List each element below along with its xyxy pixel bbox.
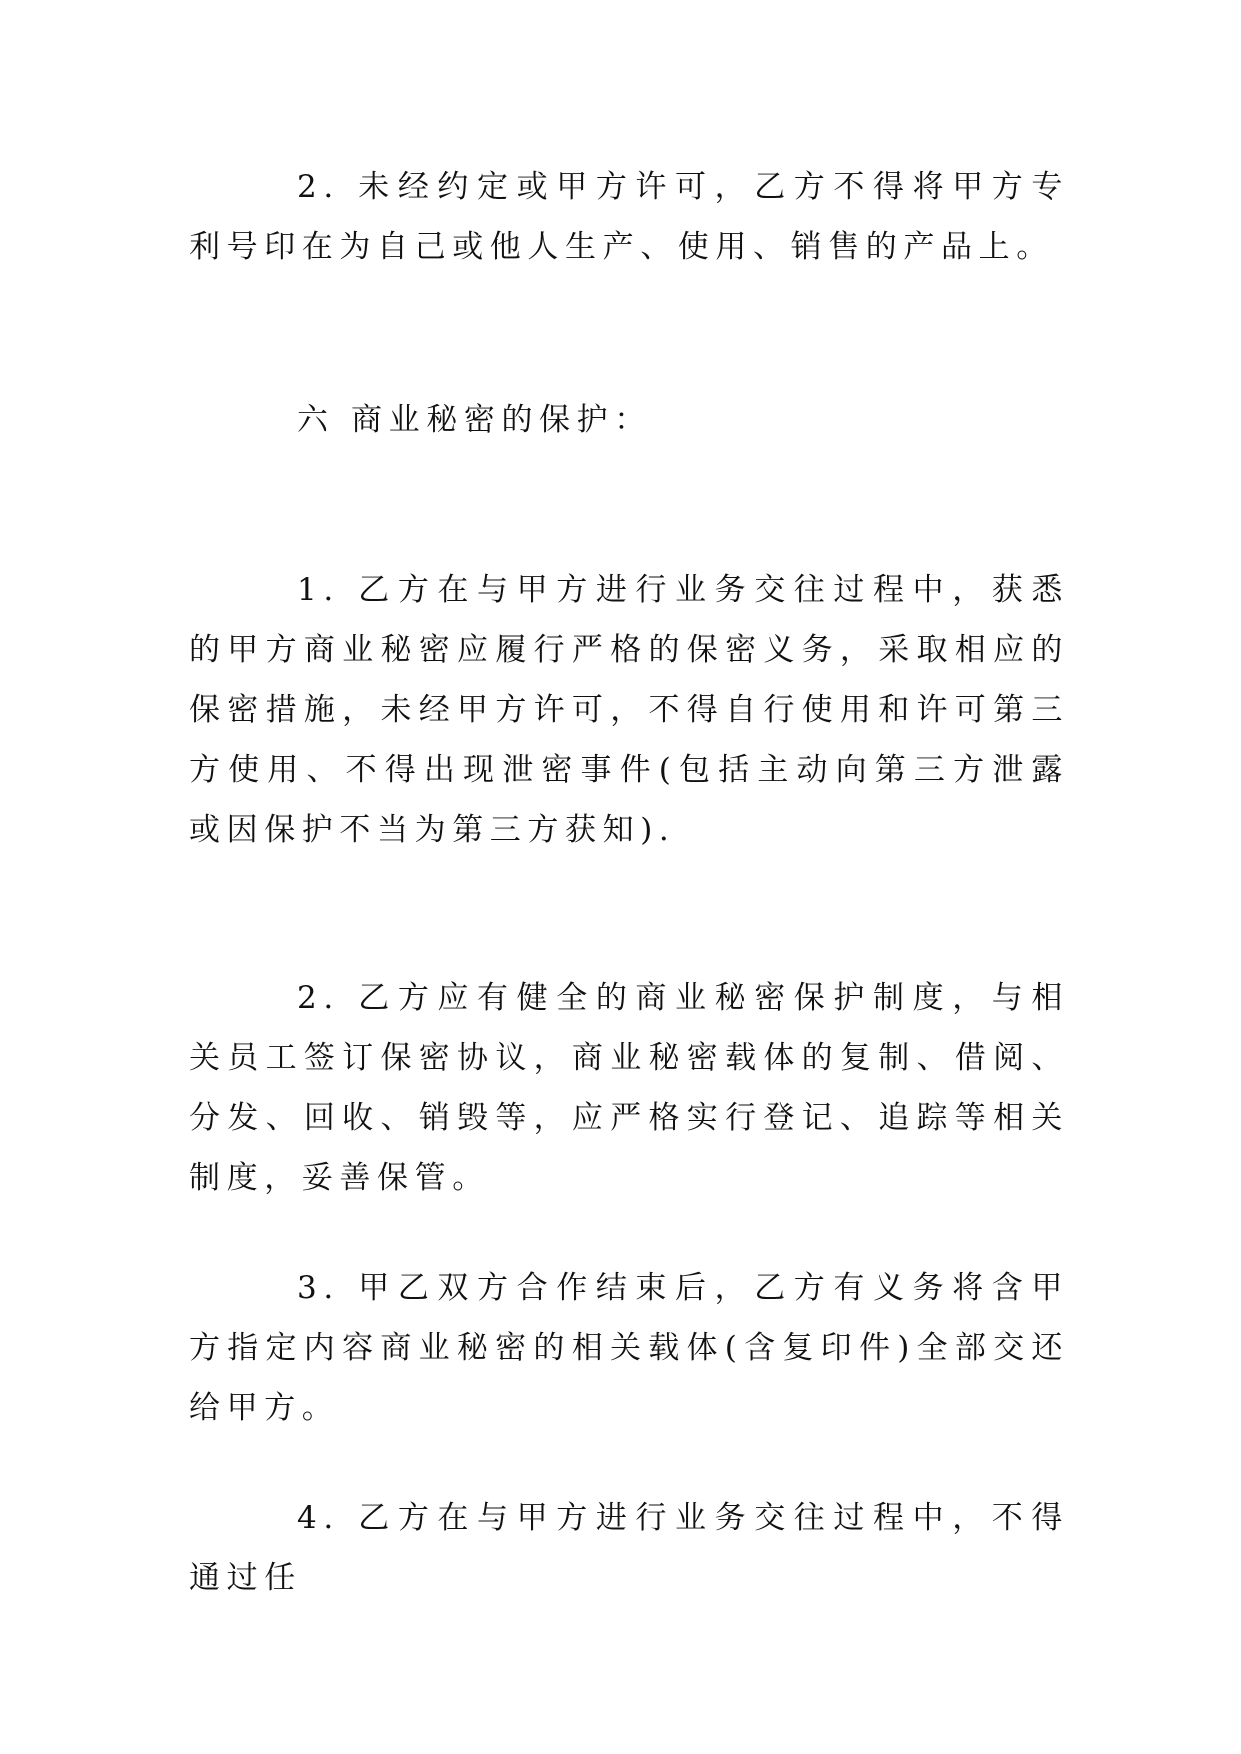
clause-6-2-protection-system: 2. 乙方应有健全的商业秘密保护制度，与相关员工签订保密协议，商业秘密载体的复制、借阅、分发、回收、销毁等，应严格实行登记、追踪等相关制度，妥善保管。 [189,980,1069,1196]
clause-6-4-business-conduct: 4. 乙方在与甲方进行业务交往过程中，不得通过任 [189,1500,1069,1596]
clause-5-2-patent-marking: 2. 未经约定或甲方许可，乙方不得将甲方专利号印在为自己或他人生产、使用、销售的产品上。 [189,169,1069,265]
section-6-heading: 六 商业秘密的保护： [297,402,652,438]
clause-6-1-confidentiality: 1. 乙方在与甲方进行业务交往过程中，获悉的甲方商业秘密应履行严格的保密义务，采取相应的保密措施，未经甲方许可，不得自行使用和许可第三方使用、不得出现泄密事件(包括主动向第三方泄露或因保护不当为第三方获知). [189,572,1069,848]
clause-6-3-return-carriers: 3. 甲乙双方合作结束后，乙方有义务将含甲方指定内容商业秘密的相关载体(含复印件)全部交还给甲方。 [189,1270,1069,1426]
